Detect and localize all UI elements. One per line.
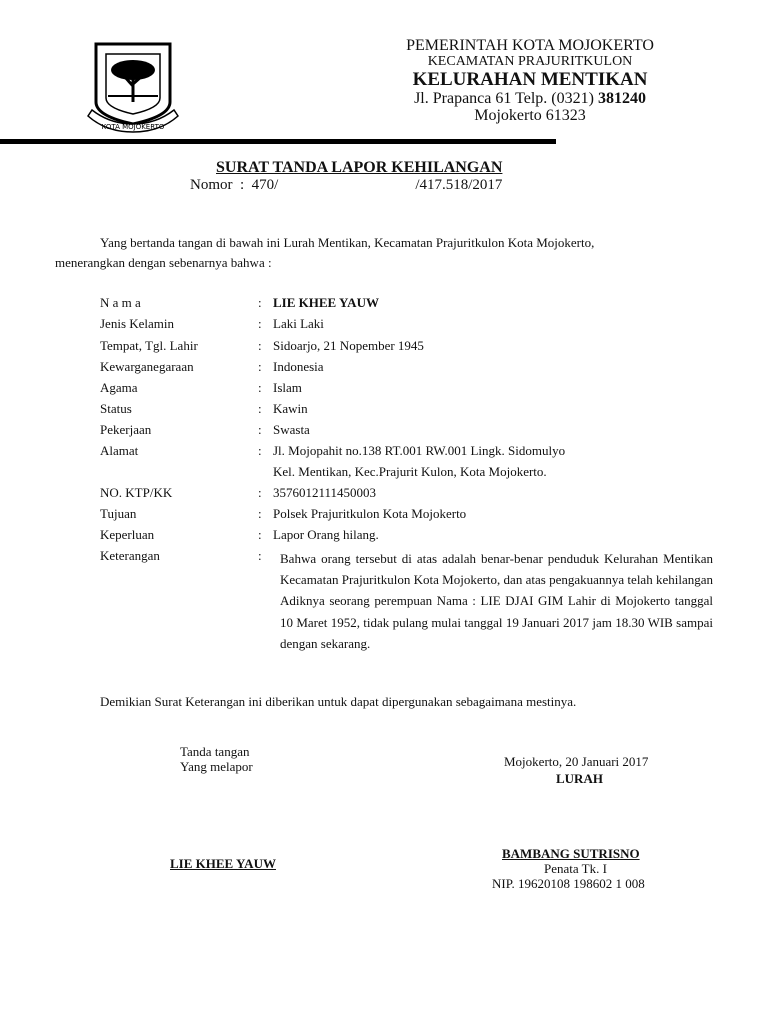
- keterangan-text: Bahwa orang tersebut di atas adalah benar-benar penduduk Kelurahan Mentikan Kecamatan Prajuritkulon Kota Mojokerto, dan atas pengakuannya telah kehilangan Adiknya seorang perempuan Nama : LIE DJAI GIM Lahir di Mojokerto tanggal 10 Maret 1952, tidak pulang mulai tanggal 19 Januari 2017 jam 18.30 WIB sampai dengan sekarang.: [280, 551, 713, 651]
- field-colon: :: [258, 506, 262, 521]
- field-colon: :: [258, 338, 262, 353]
- field-value: 3576012111450003: [273, 485, 377, 500]
- header-district: KECAMATAN PRAJURITKULON: [427, 54, 633, 69]
- field-value: Kawin: [273, 401, 308, 416]
- document-title: SURAT TANDA LAPOR KEHILANGAN: [216, 159, 503, 176]
- header-government: PEMERINTAH KOTA MOJOKERTO: [406, 37, 654, 54]
- field-label: Jenis Kelamin: [100, 316, 175, 331]
- sign-left-line2: Yang melapor: [180, 759, 253, 774]
- field-colon: :: [258, 485, 262, 500]
- field-value: Swasta: [273, 422, 310, 437]
- field-colon: :: [258, 443, 262, 458]
- field-value: Indonesia: [273, 359, 324, 374]
- field-label: Keperluan: [100, 527, 155, 542]
- official-name: BAMBANG SUTRISNO: [502, 846, 640, 861]
- field-colon: :: [258, 527, 262, 542]
- kota-mojokerto-logo-icon: [86, 40, 180, 136]
- field-value-line2: Kel. Mentikan, Kec.Prajurit Kulon, Kota Mojokerto.: [273, 464, 547, 479]
- field-value: Islam: [273, 380, 302, 395]
- field-label: Tujuan: [100, 506, 137, 521]
- field-label: Tempat, Tgl. Lahir: [100, 338, 198, 353]
- field-colon: :: [258, 401, 262, 416]
- sign-left-line1: Tanda tangan: [180, 744, 250, 759]
- field-label: Kewarganegaraan: [100, 359, 194, 374]
- field-colon: :: [258, 295, 262, 310]
- document-number: Nomor : 470/ /417.518/2017: [190, 177, 503, 193]
- field-value: Sidoarjo, 21 Nopember 1945: [273, 338, 424, 353]
- field-value: LIE KHEE YAUW: [273, 295, 379, 310]
- header-address: Jl. Prapanca 61 Telp. (0321) 381240: [414, 90, 646, 107]
- field-label: Agama: [100, 380, 138, 395]
- official-position: LURAH: [556, 771, 603, 786]
- field-label: NO. KTP/KK: [100, 485, 173, 500]
- field-label: Alamat: [100, 443, 139, 458]
- field-colon: :: [258, 422, 262, 437]
- svg-text:KOTA MOJOKERTO: KOTA MOJOKERTO: [101, 123, 165, 131]
- header-divider: [0, 139, 556, 144]
- field-label: Status: [100, 401, 132, 416]
- field-value: Polsek Prajuritkulon Kota Mojokerto: [273, 506, 467, 521]
- header-city: Mojokerto 61323: [474, 107, 586, 124]
- field-colon: :: [258, 548, 262, 563]
- field-value: Laki Laki: [273, 316, 324, 331]
- field-value: Lapor Orang hilang.: [273, 527, 379, 542]
- field-value: Jl. Mojopahit no.138 RT.001 RW.001 Lingk. Sidomulyo: [273, 443, 566, 458]
- header-village: KELURAHAN MENTIKAN: [412, 69, 648, 90]
- closing-statement: Demikian Surat Keterangan ini diberikan untuk dapat dipergunakan sebagaimana mestinya.: [100, 694, 577, 709]
- field-label: Keterangan: [100, 548, 160, 563]
- place-date: Mojokerto, 20 Januari 2017: [504, 754, 649, 769]
- field-colon: :: [258, 316, 262, 331]
- field-label: N a m a: [100, 295, 141, 310]
- intro-line-1: Yang bertanda tangan di bawah ini Lurah Mentikan, Kecamatan Prajuritkulon Kota Mojokerto,: [100, 235, 595, 250]
- official-rank: Penata Tk. I: [544, 861, 607, 876]
- field-colon: :: [258, 380, 262, 395]
- field-label: Pekerjaan: [100, 422, 152, 437]
- official-nip: NIP. 19620108 198602 1 008: [492, 876, 645, 891]
- field-colon: :: [258, 359, 262, 374]
- reporter-name: LIE KHEE YAUW: [170, 856, 276, 871]
- intro-line-2: menerangkan dengan sebenarnya bahwa :: [55, 255, 272, 270]
